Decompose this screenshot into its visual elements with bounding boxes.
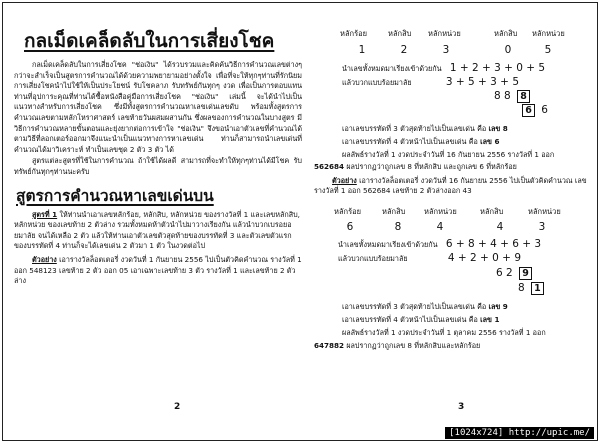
calc-line-value: 6 (541, 104, 548, 116)
example-text: เอารางวัลล็อตเตอรี่ งวดวันที่ 16 กันยายน 2556 ไปเป็นตัวคิดคำนวณ เลขรางวัลที่ 1 ออก 562684 เลขท้าย 2 ตัวล่างออก 43 (314, 176, 587, 196)
result-line (342, 124, 508, 134)
col-header-hundreds: หลักร้อย (334, 207, 362, 216)
page-number: 2 (174, 402, 181, 412)
page-number: 3 (458, 402, 465, 412)
calc-line-label: นำเลขทั้งหมดมาเรียงเข้าด้วยกัน (338, 240, 438, 249)
calc-line-value: 6 + 8 + 4 + 6 + 3 (445, 238, 542, 250)
col-header-units-2: หลักหน่วย (532, 29, 565, 38)
calc-line-3 (496, 267, 532, 280)
calc-line-1 (338, 238, 541, 251)
calc-line-1 (342, 62, 545, 75)
calc-line-2 (338, 252, 521, 265)
result-text: เอาเลขบรรทัดที่ 3 ตัวสุดท้ายไปเป็นเลขเด่น คือ (342, 302, 487, 311)
digit: 3 (538, 221, 546, 233)
calc-line-label: นำเลขทั้งหมดมาเรียงเข้าด้วยกัน (342, 64, 442, 73)
result-check: ผลลัพธ์รางวัลที่ 1 งวดประจำวันที่ 1 ตุลาคม 2556 รางวัลที่ 1 ออก (342, 328, 546, 337)
digit: 6 (346, 221, 354, 233)
calc-line-value: 3 + 5 + 3 + 5 (445, 76, 520, 88)
formula-text: ให้ท่านนำเอาเลขหลักร้อย, หลักสิบ, หลักหน่วย ของรางวัลที่ 1 และเลขหลักสิบ, หลักหน่วย ของเลขท้าย 2 ตัวล่าง รวมทั้งหมดห้าตัวนำไปมาวางเรียงกัน แล้วนำบวกเบรอยอยมาลัย จนได้เหลือ 2 ตัว แล้วให้ท่านเอาตัวเลขตัวสุดท้ายของบรรทัดที่ 3 และตัวเลขตัวแรกของบรรทัดที่ 4 ท่านก็จะได้เลขเด่น 2 ตัวมา 1 ตัว ในงวดต่อไป (14, 209, 300, 251)
intro-text (10, 60, 306, 178)
digit: 4 (496, 221, 504, 233)
calc-line-2 (342, 76, 519, 89)
col-header-units: หลักหน่วย (424, 207, 457, 216)
result-value: เลข 9 (488, 302, 508, 311)
calc-line-value: 1 + 2 + 3 + 0 + 5 (449, 62, 546, 74)
calc-line-4 (522, 104, 548, 117)
example-label: ตัวอย่าง (32, 254, 57, 264)
result-text: เอาเลขบรรทัดที่ 3 ตัวสุดท้ายไปเป็นเลขเด่น คือ (342, 124, 487, 133)
calc-line-label: แล้วบวกแบบร้อยมาลัย (338, 254, 408, 263)
result-tail-text: ผลปรากฏว่าถูกเลข 8 ที่หลักสิบและหลักร้อย (346, 341, 481, 350)
example-2 (314, 176, 590, 196)
example-text: เอารางวัลล็อตเตอรี่ งวดวันที่ 1 กันยายน 2556 ไปเป็นตัวคิดคำนวณ รางวัลที่ 1 ออก 548123 เลขท้าย 2 ตัว ออก 05 เอาเฉพาะเลขท้าย 3 ตัว รางวัลที่ 1 และเลขท้าย 2 ตัวล่าง (14, 254, 302, 286)
winning-number: 562684 (314, 162, 345, 171)
result-text: เอาเลขบรรทัดที่ 4 ตัวหน้าไปเป็นเลขเด่น คือ (342, 137, 478, 146)
digit: 1 (358, 44, 366, 56)
winning-number: 647882 (314, 341, 345, 350)
image-watermark: [1024x724] http://upic.me/ (445, 427, 594, 439)
formula-section (10, 210, 306, 287)
digit: 0 (504, 44, 512, 56)
highlight-box: 6 (522, 104, 535, 117)
example-label: ตัวอย่าง (332, 176, 357, 185)
calc-line-value: 6 2 (496, 267, 513, 279)
formula-label: สูตรที่ 1 (32, 209, 58, 219)
col-header-tens-2: หลักสิบ (480, 207, 504, 216)
result-line (342, 315, 499, 325)
result-line (342, 302, 508, 312)
result-text: เอาเลขบรรทัดที่ 4 ตัวหน้าไปเป็นเลขเด่น คือ (342, 315, 478, 324)
result-value: เลข 8 (488, 124, 508, 133)
left-page (10, 6, 306, 436)
digit: 4 (436, 221, 444, 233)
result-check-tail (314, 341, 480, 351)
col-header-tens: หลักสิบ (388, 29, 412, 38)
page-title: กลเม็ดเคล็ดลับในการเสี่ยงโชค (24, 30, 275, 52)
result-check-tail (314, 162, 517, 172)
calc-line-value: 8 8 (494, 90, 511, 102)
calc-line-value: 4 + 2 + 0 + 9 (447, 252, 522, 264)
intro-paragraph-2: สูตรแต่ละสูตรที่ใช้ในการคำนวณ ถ้าใช้ได้ผลดี สามารถที่จะทำให้ทุกๆท่านได้มีโชค รับทรัพย์กันทุกๆท่านนะครับ (14, 156, 302, 176)
result-tail-text: ผลปรากฏว่าถูกเลข 8 ที่หลักสิบ และถูกเลข 6 ที่หลักร้อย (346, 162, 517, 171)
digit: 3 (442, 44, 450, 56)
result-check: ผลลัพธ์รางวัลที่ 1 งวดประจำวันที่ 16 กันยายน 2556 รางวัลที่ 1 ออก (342, 150, 555, 159)
col-header-tens: หลักสิบ (382, 207, 406, 216)
result-line (342, 137, 499, 147)
digit: 8 (394, 221, 402, 233)
result-value: เลข 1 (480, 315, 500, 324)
right-page (310, 6, 594, 436)
highlight-box: 8 (517, 90, 530, 103)
calc-line-value: 8 (518, 282, 525, 294)
col-header-units-2: หลักหน่วย (528, 207, 561, 216)
calc-line-3 (494, 90, 530, 103)
formula-paragraph (14, 210, 302, 252)
digit: 2 (400, 44, 408, 56)
example-paragraph (14, 255, 302, 287)
col-header-hundreds: หลักร้อย (340, 29, 368, 38)
col-header-tens-2: หลักสิบ (494, 29, 518, 38)
digit: 5 (544, 44, 552, 56)
col-header-units: หลักหน่วย (428, 29, 461, 38)
highlight-box: 1 (531, 282, 544, 295)
section-title: สูตรการคำนวณหาเลขเด่นบน (16, 186, 214, 205)
result-value: เลข 6 (480, 137, 500, 146)
calc-line-label: แล้วบวกแบบร้อยมาลัย (342, 78, 412, 87)
intro-paragraph-1: กลเม็ดเคล็ดลับในการเสี่ยงโชค "ช่อเงิน" ได้รวบรวมและคิดค้นวิธีการคำนวณเลขต่างๆ กว่าจะสำเร็จเป็นสูตรการคำนวณได้ด้วยความพยายามอย่างตั้งใจ เพื่อที่จะให้ทุกๆท่านที่รักนิยมการเสี่ยงโชคนำไปใช้ให้เป็นประโยชน์ รับโชคลาภ รับทรัพย์กันทุกๆ งวด เพื่อเป็นการตอบแทนท่านที่อุปการะคุณที่ท่านได้ซื้อหนังสือคู่มือการเสี่ยงโชค "ช่อเงิน" เล่มนี้ จะได้นำไปเป็นแนวทางสำหรับการเสี่ยงโชค ซึ่งมีทั้งสูตรการคำนวณหาเลขเด่นเลขดับ พร้อมทั้งสูตรการคำนวณเลขตามหลักโหราศาสตร์ เลขท้ายวันผสมผสานกัน ซึ่งผลของการคำนวณในบางสูตร มีวิธีการคำนวณหลายขั้นตอนและยุ่งยากต่อการเข้าใจ "ช่อเงิน" จึงขอนำเอาตัวเลขที่คำนวณได้ ตามวิธีที่ลอกเตอร์ออกมาจึงแนะนำเป็นแนวทางการหาเลขเด่น ท่านก็สามารถนำเลขเด่นที่คำนวณได้มาวิเคราะห์ ทำเป็นเลขชุด 2 ตัว 3 ตัว ได้ (14, 60, 302, 154)
calc-line-4 (518, 282, 544, 295)
highlight-box: 9 (519, 267, 532, 280)
